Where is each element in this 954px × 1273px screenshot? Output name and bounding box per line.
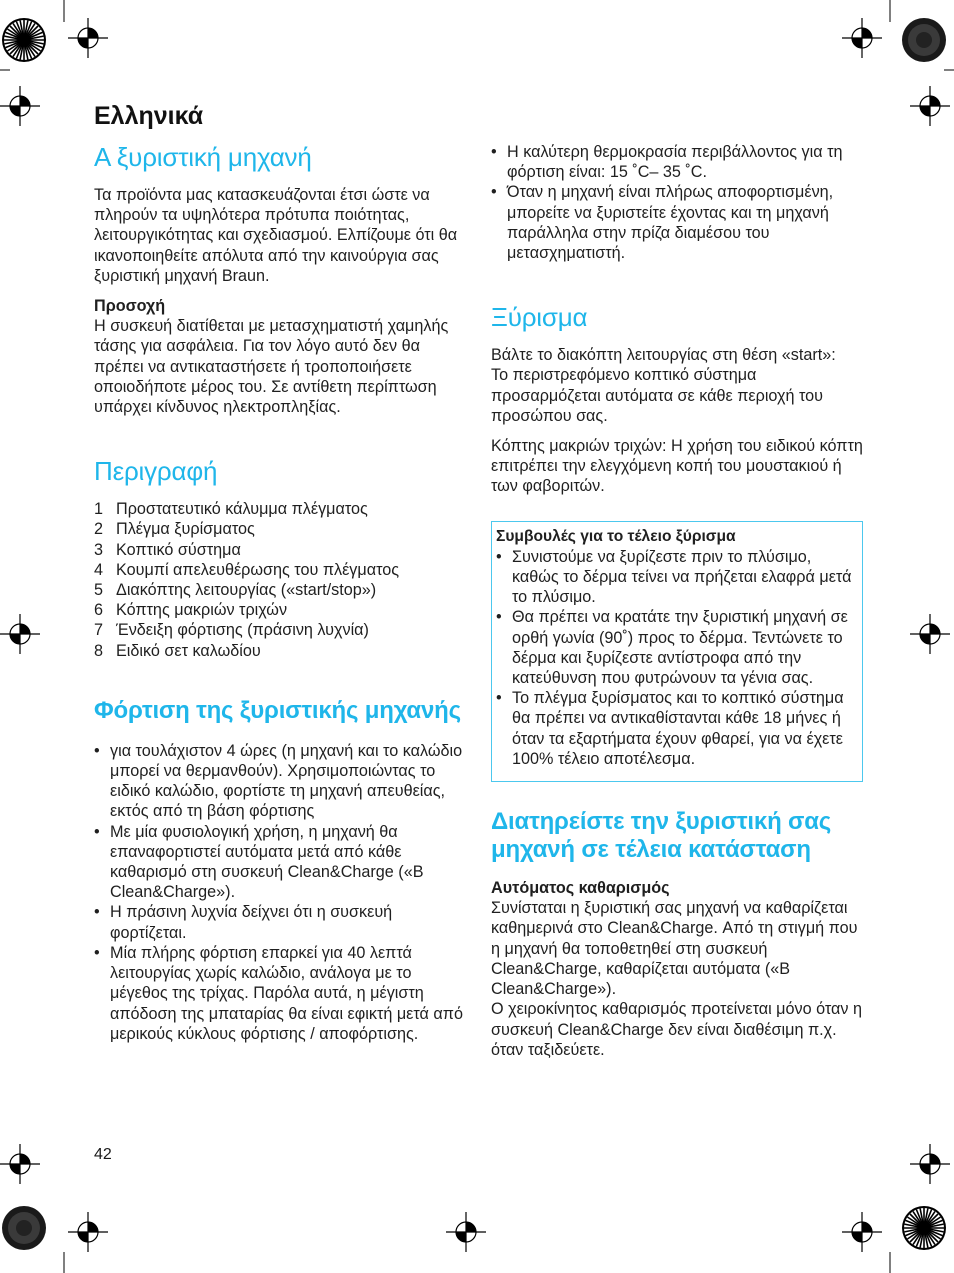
list-item: 2 Πλέγμα ξυρίσματος <box>94 520 255 539</box>
charging-list-continued <box>491 142 863 263</box>
shaving-paragraph: Το περιστρεφόμενο κοπτικό σύστημα προσαρμόζεται αυτόματα σε κάθε περιοχή του προσώπου σας. <box>491 366 824 425</box>
list-item: • για τουλάχιστον 4 ώρες (η μηχανή και το καλώδιο μπορεί να θερμανθούν). Χρησιμοποιώντας το ειδικό καλώδιο, φορτίστε τη μηχανή απευθείας, εκτός από τη βάση φόρτισης <box>94 741 466 822</box>
list-item: • Θα πρέπει να κρατάτε την ξυριστική μηχανή σε ορθή γωνία (90˚) προς το δέρμα. Τεντώνετε το δέρμα και ξυρίζεστε αντίστροφα από την κατεύθυνση που φυτρώνουν τα γένια σας. <box>496 607 858 688</box>
list-item: 1 Προστατευτικό κάλυμμα πλέγματος <box>94 500 368 519</box>
shaving-paragraph: Βάλτε το διακόπτη λειτουργίας στη θέση «start»: <box>491 346 836 365</box>
list-item: 5 Διακόπτης λειτουργίας («start/stop») <box>94 581 377 600</box>
list-item: 8 Ειδικό σετ καλωδίου <box>94 641 261 660</box>
auto-clean-label: Αυτόματος καθαρισμός <box>491 879 670 898</box>
list-item: 6 Κόπτης μακριών τριχών <box>94 601 288 620</box>
tips-title: Συμβουλές για το τέλειο ξύρισμα <box>496 527 736 545</box>
shaving-paragraph: Κόπτης μακριών τριχών: Η χρήση του ειδικού κόπτη επιτρέπει την ελεγχόμενη κοπή του μουστακιού ή των φαβοριτών. <box>491 437 863 496</box>
list-item: 7 Ένδειξη φόρτισης (πράσινη λυχνία) <box>94 621 369 640</box>
auto-clean-text: Συνίσταται η ξυριστική σας μηχανή να καθαρίζεται καθημερινά στο Clean&Charge. Από τη στιγμή που η μηχανή θα τοποθετηθεί στη συσκευή Clean&Charge, καθαρίζεται αυτόματα («B Clean&Charge»). <box>491 899 858 999</box>
list-item: • Η πράσινη λυχνία δείχνει ότι η συσκευή φορτίζεται. <box>94 902 466 942</box>
title-brand: Α ξυριστική μηχανή <box>94 142 312 172</box>
page-number: 42 <box>94 1146 112 1163</box>
caution-text: Η συσκευή διατίθεται με μετασχηματιστή χαμηλής τάσης για ασφάλεια. Για τον λόγο αυτό δεν θα πρέπει να αντικαταστήσετε ή τροποποιήσετε οποιοδήποτε μέρος του. Σε αντίθετη περίπτωση υπάρχει κίνδυνος ηλεκτροπληξίας. <box>94 317 449 417</box>
caution-label: Προσοχή <box>94 297 166 316</box>
parts-list <box>94 499 466 661</box>
shaving-title: Ξύρισμα <box>491 302 588 333</box>
charging-list <box>94 741 466 1044</box>
list-item: 3 Κοπτικό σύστημα <box>94 540 241 559</box>
list-item: • Με μία φυσιολογική χρήση, η μηχανή θα επαναφορτιστεί αυτόματα μετά από κάθε καθαρισμό στη συσκευή Clean&Charge («B Clean&Charge»). <box>94 822 466 903</box>
list-item: • Το πλέγμα ξυρίσματος και το κοπτικό σύστημα θα πρέπει να αντικαθίστανται κάθε 18 μήνες ή όταν τα εξαρτήματα έχουν φθαρεί, για να έχετε 100% τέλειο αποτέλεσμα. <box>496 688 858 769</box>
charging-title: Φόρτιση της ξυριστικής μηχανής <box>94 696 461 724</box>
maintain-title: Διατηρείστε την ξυριστική σας μηχανή σε τέλεια κατάσταση <box>491 808 832 864</box>
list-item: 4 Κουμπί απελευθέρωσης του πλέγματος <box>94 560 400 579</box>
list-item: • Όταν η μηχανή είναι πλήρως αποφορτισμένη, μπορείτε να ξυριστείτε έχοντας και τη μηχανή παράλληλα στην πρίζα διαμέσου του μετασχηματιστή. <box>491 182 863 263</box>
manual-clean-text: Ο χειροκίνητος καθαρισμός προτείνεται μόνο όταν η συσκευή Clean&Charge δεν είναι διαθέσιμη π.χ. όταν ταξιδεύετε. <box>491 1000 862 1059</box>
intro-paragraph: Τα προϊόντα μας κατασκευάζονται έτσι ώστε να πληρούν τα υψηλότερα πρότυπα ποιότητας, λειτουργικότητας και σχεδιασμού. Ελπίζουμε ότι θα ικανοποιηθείτε απόλυτα από την καινούργια σας ξυριστική μηχανή Braun. <box>94 186 458 285</box>
list-item: • Συνιστούμε να ξυρίζεστε πριν το πλύσιμο, καθώς το δέρμα τείνει να πρήζεται ελαφρά μετά το πλύσιμο. <box>496 547 858 608</box>
description-title: Περιγραφή <box>94 456 218 487</box>
language-heading: Ελληνικά <box>94 102 204 130</box>
right-column <box>491 142 863 1060</box>
tips-list <box>496 547 858 769</box>
list-item: • Η καλύτερη θερμοκρασία περιβάλλοντος για τη φόρτιση είναι: 15 ˚C– 35 ˚C. <box>491 142 863 182</box>
list-item: • Μία πλήρης φόρτιση επαρκεί για 40 λεπτά λειτουργίας χωρίς καλώδιο, ανάλογα με το μέγεθος της τρίχας. Παρόλα αυτά, η μέγιστη απόδοση της μπαταρίας θα είναι εφικτή μετά από μερικούς κύκλους φόρτισης / αποφόρτισης. <box>94 943 466 1044</box>
tips-box <box>491 521 863 782</box>
left-column <box>94 140 466 1044</box>
